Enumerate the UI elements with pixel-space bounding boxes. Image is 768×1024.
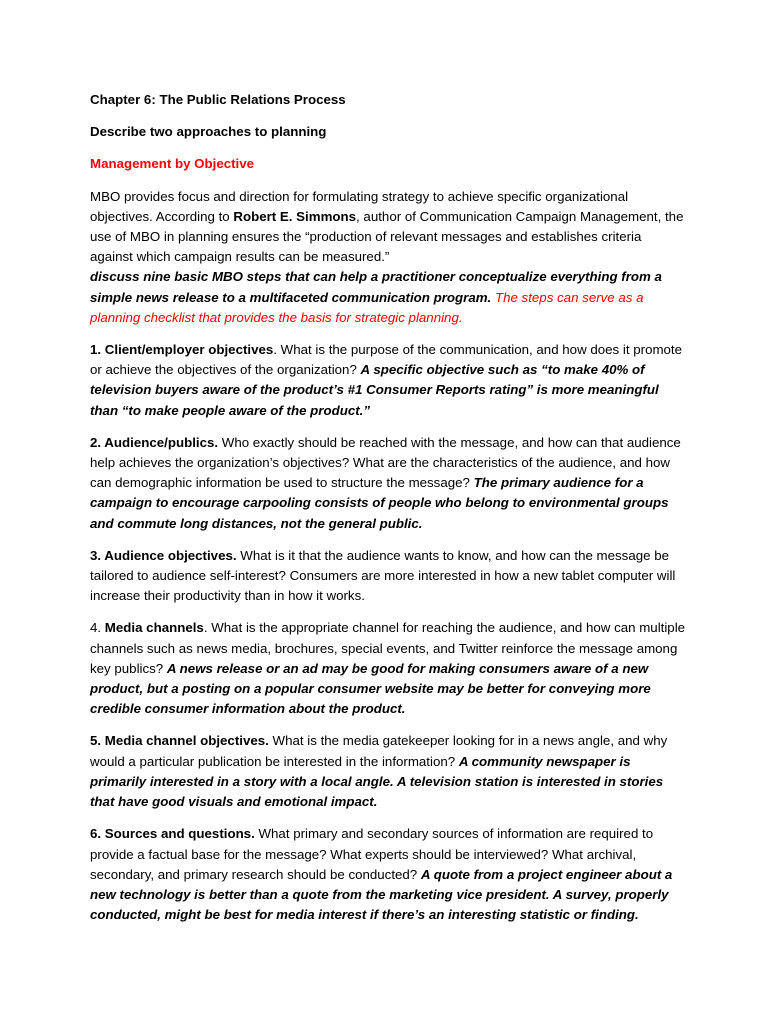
step-5-text: What is the media gatekeeper looking for in a news angle, and why would a particular publication be interested in the information? (90, 733, 668, 769)
step-3-label: 3. Audience objectives. (90, 547, 237, 563)
step-6-text: What primary and secondary sources of information are required to provide a factual base for the message? What experts should be interviewed? What archival, secondary, and primary research should be conducted? (90, 826, 654, 882)
step-1 (90, 340, 686, 421)
step-5-label: 5. Media channel objectives. (90, 733, 269, 749)
step-2-text: Who exactly should be reached with the message, and how can that audience help achieves the organization’s objectives? What are the characteristics of the audience, and how can demographic information be used to structure the message? (90, 434, 681, 491)
step-4-label-prefix: 4. (90, 620, 105, 636)
step-4 (90, 618, 686, 719)
step-1-example: A specific objective such as “to make 40% of television buyers aware of the product’s #1 Consumer Reports rating” is more meaningful than “to make people aware of the product.” (90, 362, 659, 418)
step-5-example: A community newspaper is primarily interested in a story with a local angle. A television station is interested in stories that have good visuals and emotional impact. (90, 753, 664, 810)
step-2 (90, 433, 686, 534)
step-6 (90, 824, 686, 925)
step-1-text: What is the purpose of the communication, and how does it promote or achieve the objectives of the organization? (90, 342, 683, 378)
step-4-example: A news release or an ad may be good for making consumers aware of a new product, but a posting on a popular consumer website may be better for conveying more credible consumer information about the product. (90, 660, 651, 717)
step-4-text: What is the appropriate channel for reaching the audience, and how can multiple channels such as news media, brochures, special events, and Twitter reinforce the message among key publics? (90, 620, 686, 676)
step-2-example: The primary audience for a campaign to encourage carpooling consists of people who belong to environmental groups and commute long distances, not the general public. (90, 475, 669, 531)
step-4-label-suffix: . (203, 620, 208, 636)
step-1-label-suffix: . (273, 342, 277, 358)
step-1-label: 1. Client/employer objectives (90, 342, 274, 358)
chapter-title: Chapter 6: The Public Relations Process (90, 92, 346, 107)
section-heading: Management by Objective (90, 156, 255, 172)
step-6-example: A quote from a project engineer about a new technology is better than a quote from the marketing vice president. A survey, properly conducted, might be best for media interest if there’s an interesting statistic or finding. (90, 866, 673, 923)
intro-red-note: The steps can serve as a planning checklist that provides the basis for strategic planning. (90, 289, 644, 325)
step-6-label: 6. Sources and questions. (90, 826, 255, 842)
intro-emphasis: discuss nine basic MBO steps that can help a practitioner conceptualize everything from a simple news release to a multifaceted communication program. (90, 269, 662, 305)
question-heading: Describe two approaches to planning (90, 124, 327, 140)
step-2-label: 2. Audience/publics. (90, 434, 219, 450)
intro-text-part2: , author of Communication Campaign Management, the use of MBO in planning ensures the “production of relevant messages and establishes criteria against which campaign results can be measured.” (90, 208, 684, 265)
intro-emphasis-paragraph (90, 267, 686, 328)
intro-author: Robert E. Simmons (233, 208, 357, 224)
step-5 (90, 731, 686, 812)
step-3 (90, 546, 686, 607)
intro-text-part1: MBO provides focus and direction for formulating strategy to achieve specific organizational objectives. According to (90, 188, 629, 224)
step-4-label: Media channels (104, 620, 204, 636)
step-3-text: What is it that the audience wants to know, and how can the message be tailored to audience self-interest? Consumers are more interested in how a new tablet computer will increase their productivity than in how it works. (90, 547, 676, 604)
document-page (90, 90, 686, 937)
intro-paragraph (90, 187, 686, 268)
